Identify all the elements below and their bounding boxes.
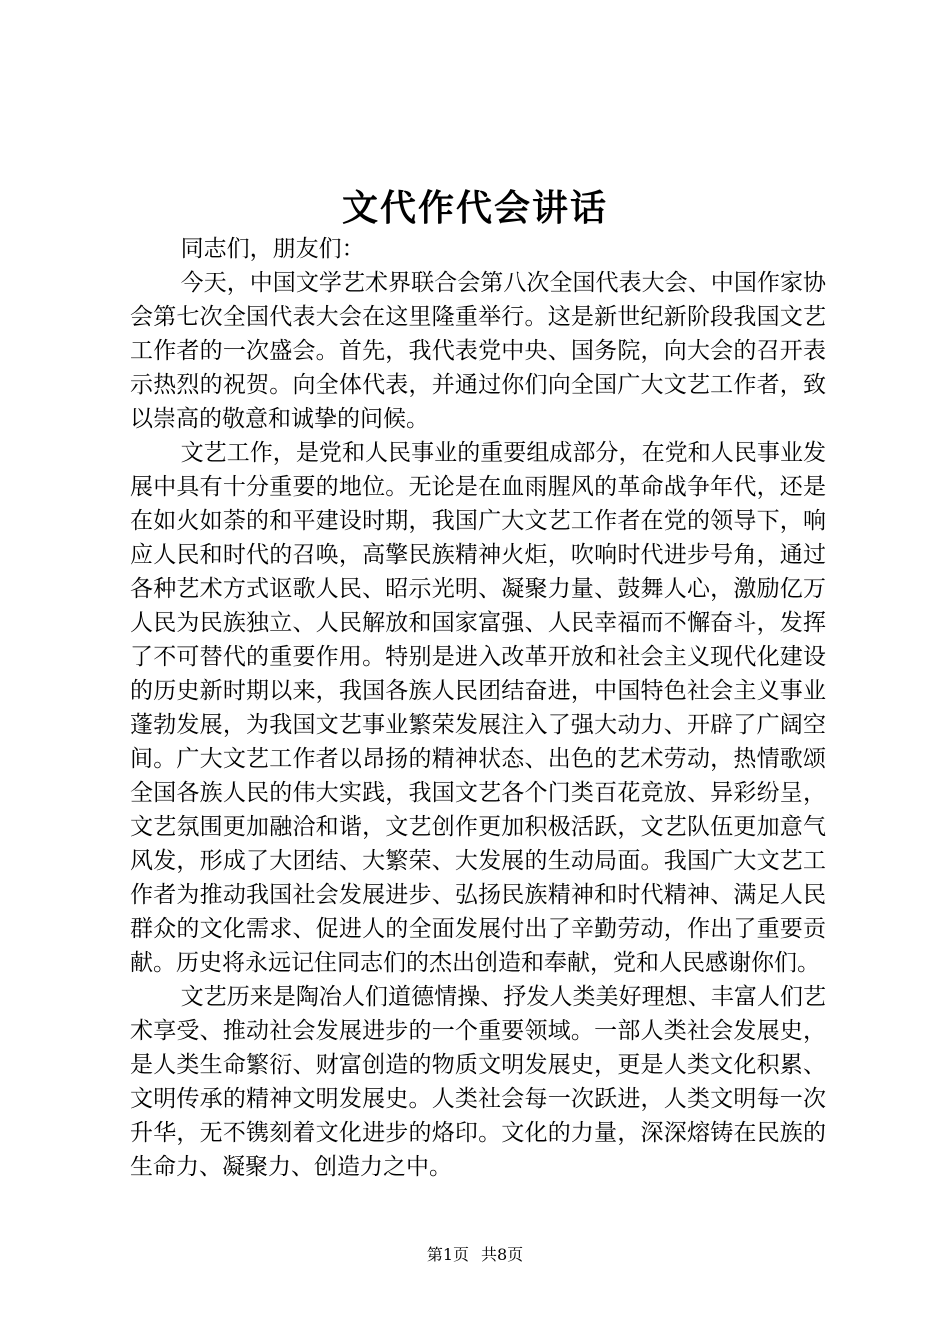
page-footer <box>0 1244 950 1266</box>
paragraph-3: 文艺历来是陶冶人们道德情操、抒发人类美好理想、丰富人们艺术享受、推动社会发展进步的一个重要领域。一部人类社会发展史，是人类生命繁衍、财富创造的物质文明发展史，更是人类文化积累、文明传承的精神文明发展史。人类社会每一次跃进，人类文明每一次升华，无不镌刻着文化进步的烙印。文化的力量，深深熔铸在民族的生命力、凝聚力、创造力之中。 <box>130 984 826 1180</box>
page-number: 第1页 <box>426 1245 469 1264</box>
paragraph-1: 今天，中国文学艺术界联合会第八次全国代表大会、中国作家协会第七次全国代表大会在这里隆重举行。这是新世纪新阶段我国文艺工作者的一次盛会。首先，我代表党中央、国务院，向大会的召开表示热烈的祝贺。向全体代表，并通过你们向全国广大文艺工作者，致以崇高的敬意和诚挚的问候。 <box>130 270 826 432</box>
salutation: 同志们，朋友们： <box>180 236 365 262</box>
document-body <box>130 232 826 1184</box>
page-title: 文代作代会讲话 <box>341 187 608 229</box>
page-total: 共8页 <box>481 1245 524 1264</box>
paragraph-2: 文艺工作，是党和人民事业的重要组成部分，在党和人民事业发展中具有十分重要的地位。无论是在血雨腥风的革命战争年代，还是在如火如荼的和平建设时期，我国广大文艺工作者在党的领导下，响应人民和时代的召唤，高擎民族精神火炬，吹响时代进步号角，通过各种艺术方式讴歌人民、昭示光明、凝聚力量、鼓舞人心，激励亿万人民为民族独立、人民解放和国家富强、人民幸福而不懈奋斗，发挥了不可替代的重要作用。特别是进入改革开放和社会主义现代化建设的历史新时期以来，我国各族人民团结奋进，中国特色社会主义事业蓬勃发展，为我国文艺事业繁荣发展注入了强大动力、开辟了广阔空间。广大文艺工作者以昂扬的精神状态、出色的艺术劳动，热情歌颂全国各族人民的伟大实践，我国文艺各个门类百花竞放、异彩纷呈，文艺氛围更加融洽和谐，文艺创作更加积极活跃，文艺队伍更加意气风发，形成了大团结、大繁荣、大发展的生动局面。我国广大文艺工作者为推动我国社会发展进步、弘扬民族精神和时代精神、满足人民群众的文化需求、促进人的全面发展付出了辛勤劳动，作出了重要贡献。历史将永远记住同志们的杰出创造和奉献，党和人民感谢你们。 <box>130 440 826 976</box>
